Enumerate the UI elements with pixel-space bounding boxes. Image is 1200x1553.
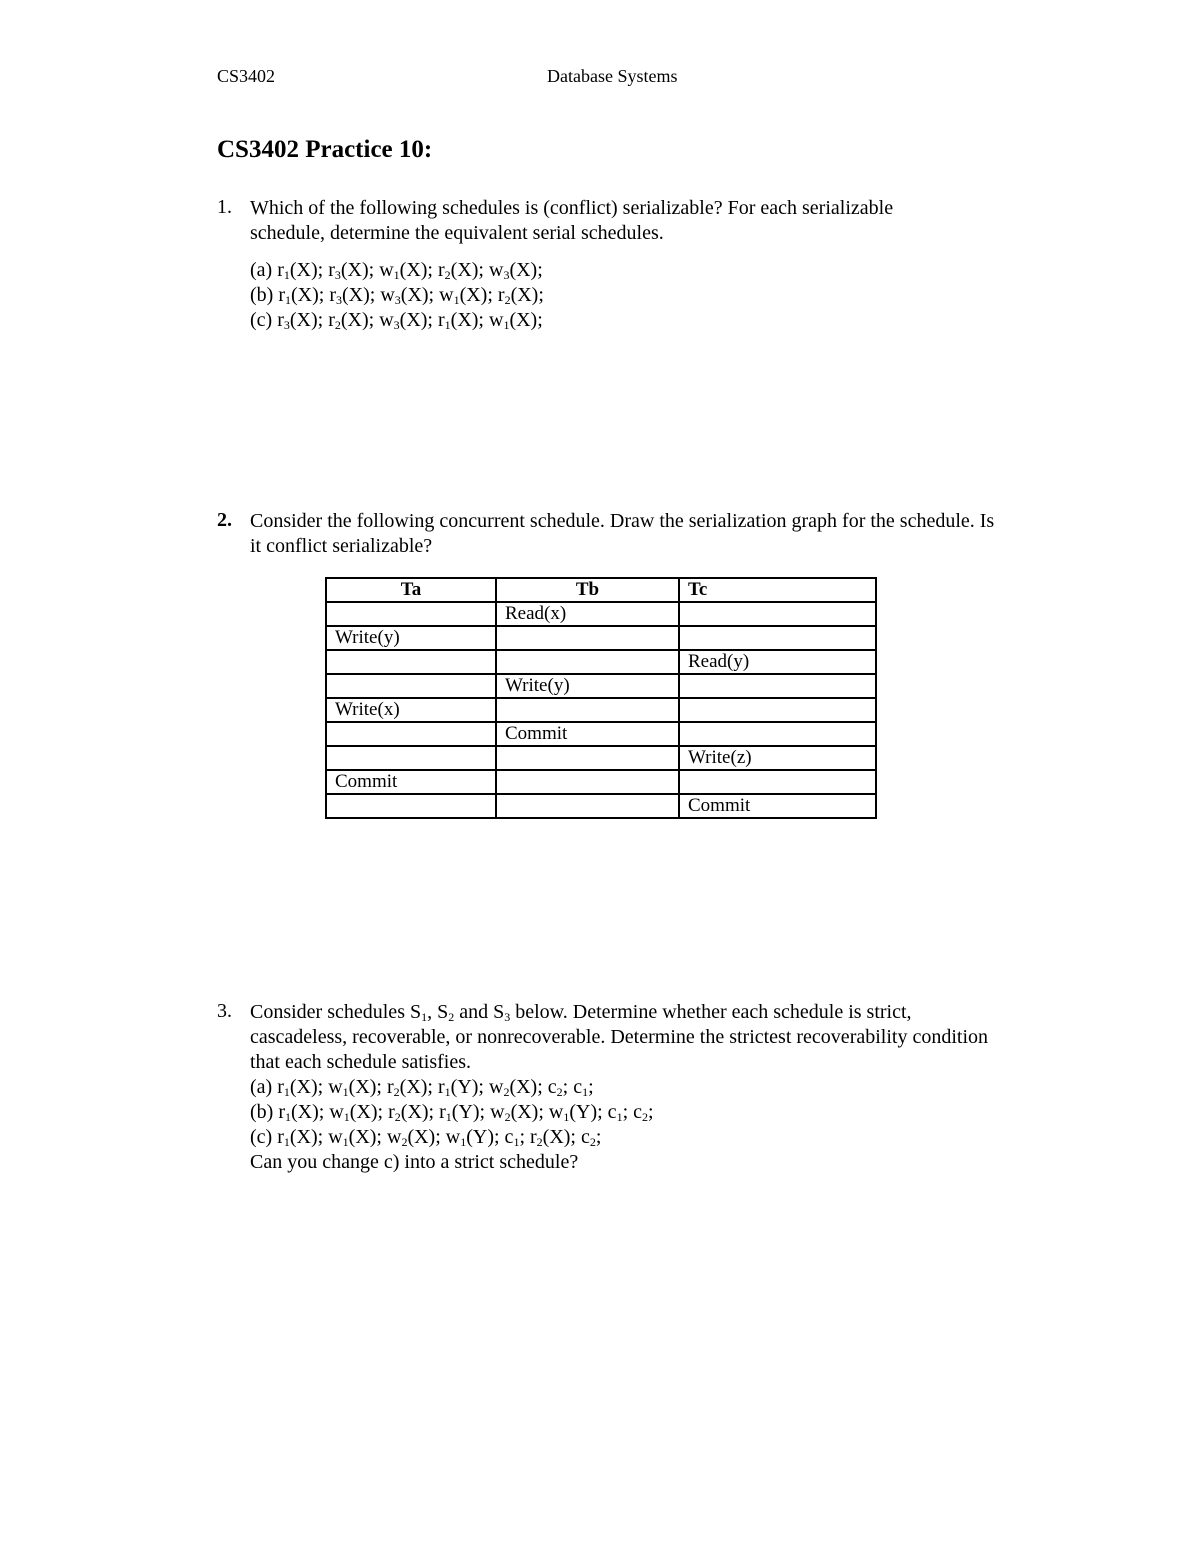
schedule-operation: $w_2(X)$; xyxy=(488,1076,548,1099)
header-course-code: CS3402 xyxy=(217,66,276,86)
table-cell: Read(x) xyxy=(496,602,679,626)
q3-sub-2: 2 xyxy=(448,1010,455,1024)
schedule-label: (c) xyxy=(250,309,278,331)
schedule-label: (b) xyxy=(250,284,279,306)
schedule-operation: $r_2(X)$; xyxy=(388,1101,440,1124)
schedule-operation: $w_3(X)$; xyxy=(380,284,440,307)
schedule-operation: $c_2$; xyxy=(633,1101,654,1124)
table-row xyxy=(326,650,876,674)
schedule-operation: $c_2$; xyxy=(547,1076,574,1099)
table-cell: Write(y) xyxy=(496,674,679,698)
table-row xyxy=(326,602,876,626)
schedule-operation: $r_2(X)$; xyxy=(530,1126,581,1149)
q3-number: 3. xyxy=(217,1000,232,1022)
schedule-label: (b) xyxy=(250,1101,279,1123)
table-cell xyxy=(679,770,876,794)
schedule-operation: $w_1(X)$; xyxy=(439,284,498,307)
table-cell xyxy=(496,746,679,770)
column-header-ta: Ta xyxy=(326,578,496,602)
schedule-operation: $r_1(X)$; xyxy=(437,309,489,332)
table-cell xyxy=(326,746,496,770)
table-cell: Commit xyxy=(679,794,876,818)
schedule-operation: $r_2(X)$; xyxy=(497,284,544,307)
schedule-operation: $r_1(Y)$; xyxy=(439,1101,491,1124)
schedule-operation: $w_1(X)$; xyxy=(328,1126,387,1149)
q3-text-part: , S xyxy=(427,1001,449,1023)
schedule-label: (c) xyxy=(250,1126,278,1148)
table-cell xyxy=(679,602,876,626)
schedule-operation: $w_3(X)$; xyxy=(379,309,438,332)
schedule-operation: $r_2(X)$; xyxy=(328,309,380,332)
table-row xyxy=(326,770,876,794)
schedule-operation: $r_3(X)$; xyxy=(277,309,329,332)
q1-text: Which of the following schedules is (conflict) serializable? For each serializable schedule, determine the equivalent serial schedules. xyxy=(250,197,894,244)
table-cell xyxy=(679,674,876,698)
table-cell xyxy=(326,794,496,818)
q3-text xyxy=(250,1000,995,1075)
schedule-operation: $w_1(X)$; xyxy=(488,309,543,332)
schedule-operation: $c_1$; xyxy=(607,1101,634,1124)
q3-schedule-c xyxy=(250,1125,601,1150)
schedule-label: (a) xyxy=(250,1076,278,1098)
table-cell xyxy=(496,626,679,650)
table-cell: Commit xyxy=(326,770,496,794)
schedule-operation: $w_2(X)$; xyxy=(386,1126,446,1149)
schedule-operation: $r_2(X)$; xyxy=(386,1076,438,1099)
q3-closing-question: Can you change c) into a strict schedule? xyxy=(250,1151,579,1173)
table-cell xyxy=(679,698,876,722)
column-header-tb: Tb xyxy=(496,578,679,602)
q3-sub-1: 1 xyxy=(421,1010,428,1024)
q3-sub-3: 3 xyxy=(504,1010,511,1024)
schedule-operation: $r_1(X)$; xyxy=(277,1076,329,1099)
table-cell: Write(y) xyxy=(326,626,496,650)
schedule-operation: $w_2(X)$; xyxy=(490,1101,549,1124)
q3-text-part: below. Determine whether each schedule is strict, xyxy=(510,1001,912,1023)
table-row xyxy=(326,746,876,770)
table-cell xyxy=(679,722,876,746)
schedule-operation: $w_1(X)$; xyxy=(329,1101,389,1124)
q3-text-rest: cascadeless, recoverable, or nonrecoverable. Determine the strictest recoverability condition that each schedule satisfies. xyxy=(250,1026,988,1073)
table-cell: Write(x) xyxy=(326,698,496,722)
schedule-operation: $r_1(Y)$; xyxy=(437,1076,489,1099)
schedule-operation: $r_1(X)$; xyxy=(277,1126,329,1149)
schedule-operation: $r_3(X)$; xyxy=(328,259,380,282)
schedule-label: (a) xyxy=(250,259,278,281)
schedule-operation: $w_1(X)$; xyxy=(328,1076,387,1099)
schedule-operation: $c_1$; xyxy=(573,1076,594,1099)
schedule-operation: $r_2(X)$; xyxy=(437,259,489,282)
table-row xyxy=(326,722,876,746)
table-cell xyxy=(326,602,496,626)
table-cell xyxy=(679,626,876,650)
schedule-operation: $r_1(X)$; xyxy=(278,284,330,307)
header-course-name: Database Systems xyxy=(547,66,678,86)
q1-schedule-c xyxy=(250,308,543,333)
q3-schedule-a xyxy=(250,1075,594,1100)
table-row xyxy=(326,794,876,818)
table-row xyxy=(326,674,876,698)
q1-number: 1. xyxy=(217,196,232,218)
table-cell xyxy=(326,674,496,698)
table-cell xyxy=(496,770,679,794)
schedule-operation: $c_1$; xyxy=(504,1126,530,1149)
schedule-operation: $w_1(Y)$; xyxy=(548,1101,608,1124)
schedule-operation: $c_2$; xyxy=(581,1126,602,1149)
table-cell: Read(y) xyxy=(679,650,876,674)
schedule-operation: $r_1(X)$; xyxy=(278,1101,330,1124)
schedule-operation: $r_1(X)$; xyxy=(277,259,329,282)
q2-text: Consider the following concurrent schedule. Draw the serialization graph for the schedule. Is it conflict serializable? xyxy=(250,510,995,557)
table-cell xyxy=(326,722,496,746)
table-cell xyxy=(496,794,679,818)
table-cell xyxy=(326,650,496,674)
schedule-operation: $w_1(Y)$; xyxy=(445,1126,505,1149)
table-cell xyxy=(496,698,679,722)
q1-schedule-a xyxy=(250,258,543,283)
table-cell xyxy=(496,650,679,674)
schedule-table xyxy=(325,577,877,819)
q3-text-part: and S xyxy=(454,1001,505,1023)
q3-schedule-b xyxy=(250,1100,654,1125)
schedule-operation: $w_3(X)$; xyxy=(488,259,543,282)
q1-schedule-b xyxy=(250,283,544,308)
table-row xyxy=(326,698,876,722)
table-header-row xyxy=(326,578,876,602)
q3-text-part: Consider schedules S xyxy=(250,1001,422,1023)
page-title: CS3402 Practice 10: xyxy=(217,136,433,163)
table-cell: Write(z) xyxy=(679,746,876,770)
column-header-tc: Tc xyxy=(679,578,876,602)
schedule-operation: $r_3(X)$; xyxy=(329,284,381,307)
table-cell: Commit xyxy=(496,722,679,746)
q2-number: 2. xyxy=(217,509,232,531)
table-row xyxy=(326,626,876,650)
schedule-operation: $w_1(X)$; xyxy=(379,259,438,282)
